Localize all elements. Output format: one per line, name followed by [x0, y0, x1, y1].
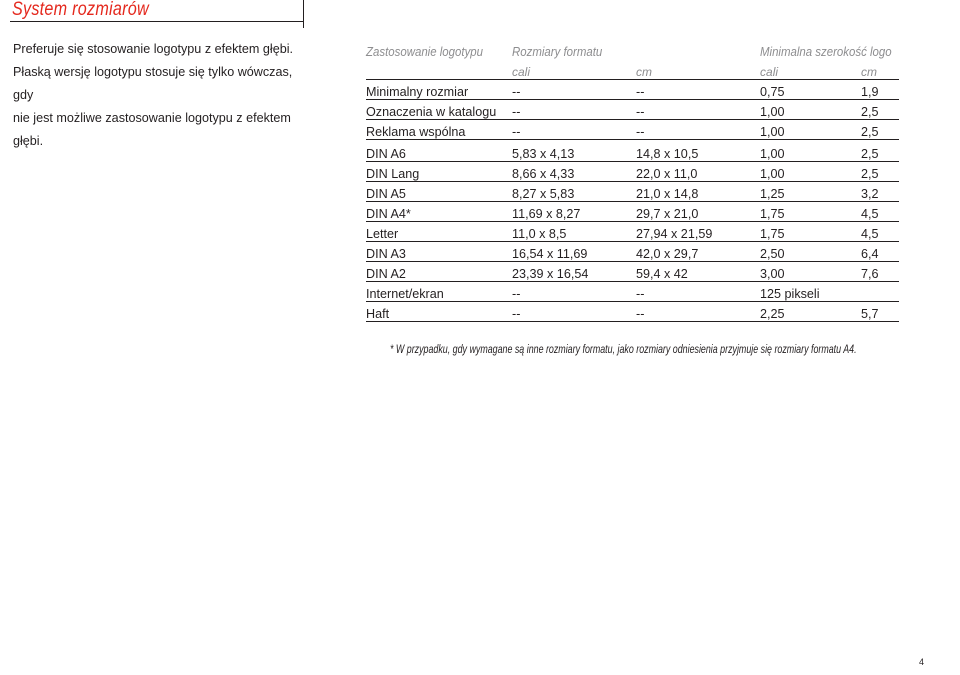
cell-format-in: --: [512, 120, 636, 140]
cell-min-in: 2,25: [760, 302, 861, 322]
cell-usage: Internet/ekran: [366, 282, 512, 302]
table-body: [366, 80, 899, 322]
cell-min-in: 1,00: [760, 142, 861, 162]
cell-format-cm: 59,4 x 42: [636, 262, 760, 282]
cell-usage: DIN A3: [366, 242, 512, 262]
intro-line: głębi.: [13, 134, 44, 148]
header-usage: Zastosowanie logotypu: [366, 44, 484, 59]
cell-usage: DIN Lang: [366, 162, 512, 182]
cell-min-in: 1,75: [760, 202, 861, 222]
table-row: [366, 242, 899, 262]
cell-format-in: 11,0 x 8,5: [512, 222, 636, 242]
unit-min-cm: cm: [861, 59, 899, 80]
cell-format-cm: --: [636, 282, 760, 302]
cell-usage: DIN A6: [366, 142, 512, 162]
unit-spacer: [366, 59, 512, 80]
cell-usage: DIN A4*: [366, 202, 512, 222]
cell-min-cm: 7,6: [861, 262, 899, 282]
intro-text: [13, 38, 303, 153]
table-row: [366, 120, 899, 140]
cell-usage: Oznaczenia w katalogu: [366, 100, 512, 120]
cell-format-cm: --: [636, 100, 760, 120]
cell-min-in: 1,25: [760, 182, 861, 202]
cell-format-in: 8,27 x 5,83: [512, 182, 636, 202]
unit-format-cm: cm: [636, 59, 760, 80]
page-number: 4: [919, 657, 925, 667]
cell-min-in: 1,00: [760, 100, 861, 120]
cell-format-in: --: [512, 100, 636, 120]
cell-min-cm: [861, 282, 899, 302]
cell-min-cm: 1,9: [861, 80, 899, 100]
cell-format-in: 11,69 x 8,27: [512, 202, 636, 222]
cell-min-in: 1,75: [760, 222, 861, 242]
cell-usage: Minimalny rozmiar: [366, 80, 512, 100]
cell-usage: Letter: [366, 222, 512, 242]
cell-min-in: 3,00: [760, 262, 861, 282]
cell-format-in: 23,39 x 16,54: [512, 262, 636, 282]
cell-min-cm: 2,5: [861, 162, 899, 182]
column-divider: [303, 0, 304, 28]
intro-line: nie jest możliwe zastosowanie logotypu z efektem: [13, 111, 291, 125]
cell-format-cm: 27,94 x 21,59: [636, 222, 760, 242]
cell-format-in: --: [512, 282, 636, 302]
cell-format-cm: --: [636, 80, 760, 100]
cell-min-cm: 2,5: [861, 100, 899, 120]
cell-format-cm: 21,0 x 14,8: [636, 182, 760, 202]
cell-min-in: 2,50: [760, 242, 861, 262]
cell-min-in: 0,75: [760, 80, 861, 100]
table-row: [366, 282, 899, 302]
cell-min-cm: 2,5: [861, 142, 899, 162]
page-title: System rozmiarów: [12, 0, 149, 20]
unit-format-in: cali: [512, 59, 636, 80]
cell-usage: DIN A2: [366, 262, 512, 282]
cell-min-cm: 5,7: [861, 302, 899, 322]
table-row: [366, 142, 899, 162]
cell-min-cm: 3,2: [861, 182, 899, 202]
cell-format-in: 8,66 x 4,33: [512, 162, 636, 182]
cell-min-cm: 4,5: [861, 202, 899, 222]
intro-line: Płaską wersję logotypu stosuje się tylko wówczas, gdy: [13, 65, 293, 102]
table-row: [366, 302, 899, 322]
unit-min-in: cali: [760, 59, 861, 80]
footnote: * W przypadku, gdy wymagane są inne rozmiary formatu, jako rozmiary odniesienia przyjmuje się rozmiary formatu A4.: [390, 342, 857, 356]
size-table: [366, 38, 899, 322]
table-row: [366, 202, 899, 222]
cell-format-cm: --: [636, 120, 760, 140]
cell-format-in: --: [512, 302, 636, 322]
cell-format-in: --: [512, 80, 636, 100]
cell-format-cm: 29,7 x 21,0: [636, 202, 760, 222]
cell-min-in: 1,00: [760, 120, 861, 140]
cell-format-in: 5,83 x 4,13: [512, 142, 636, 162]
table-row: [366, 162, 899, 182]
cell-min-cm: 4,5: [861, 222, 899, 242]
table-row: [366, 222, 899, 242]
header-format: Rozmiary formatu: [512, 44, 603, 59]
intro-line: Preferuje się stosowanie logotypu z efektem głębi.: [13, 42, 294, 56]
cell-usage: Haft: [366, 302, 512, 322]
cell-format-cm: 14,8 x 10,5: [636, 142, 760, 162]
cell-format-in: 16,54 x 11,69: [512, 242, 636, 262]
cell-min-cm: 6,4: [861, 242, 899, 262]
cell-min-in: 125 pikseli: [760, 282, 861, 302]
cell-usage: Reklama wspólna: [366, 120, 512, 140]
table-row: [366, 80, 899, 100]
table-row: [366, 100, 899, 120]
table-row: [366, 262, 899, 282]
cell-usage: DIN A5: [366, 182, 512, 202]
cell-format-cm: 42,0 x 29,7: [636, 242, 760, 262]
header-min-width: Minimalna szerokość logo: [760, 44, 892, 59]
cell-format-cm: --: [636, 302, 760, 322]
table-row: [366, 182, 899, 202]
title-underline: [10, 21, 303, 22]
cell-format-cm: 22,0 x 11,0: [636, 162, 760, 182]
cell-min-in: 1,00: [760, 162, 861, 182]
cell-min-cm: 2,5: [861, 120, 899, 140]
